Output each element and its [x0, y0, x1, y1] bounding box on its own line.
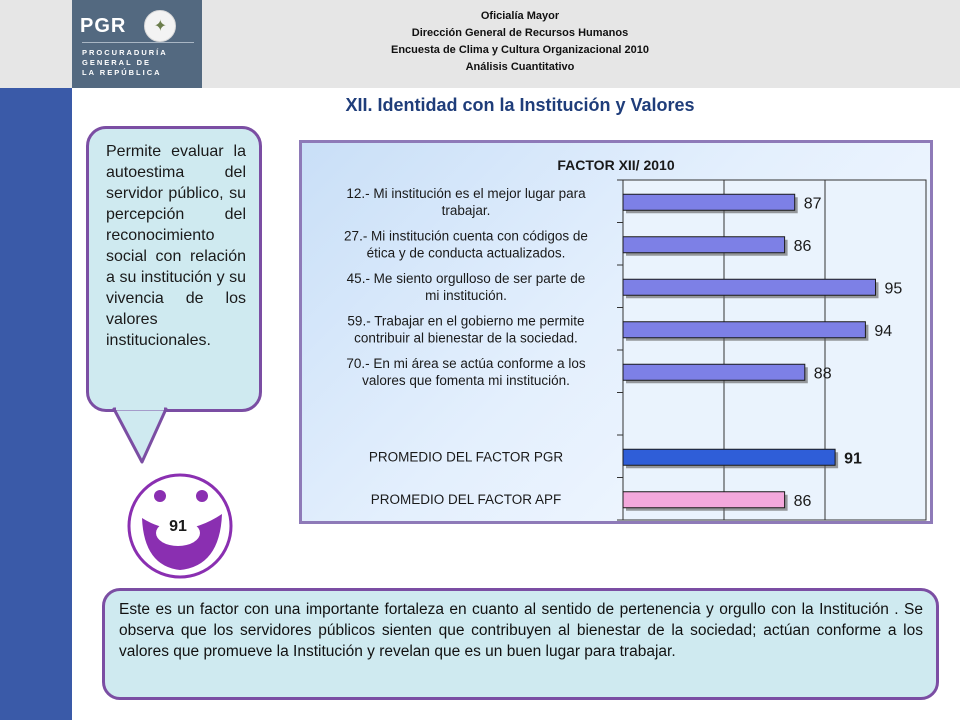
data-label: 91	[844, 450, 862, 468]
bar	[623, 364, 805, 380]
left-sidebar-band	[0, 88, 72, 720]
category-label: 45.- Me siento orgulloso de ser parte de	[346, 270, 586, 286]
factor-chart	[299, 140, 933, 524]
logo-line-1: PROCURADURÍA	[82, 48, 168, 57]
summary-box	[102, 588, 939, 700]
header-line-1: Oficialía Mayor	[480, 10, 560, 22]
header-line-4: Análisis Cuantitativo	[465, 61, 575, 73]
logo-abbr: PGR	[80, 14, 127, 37]
bar	[623, 322, 865, 338]
bar	[623, 237, 785, 253]
category-label: 70.- En mi área se actúa conforme a los	[346, 355, 586, 371]
data-label: 86	[793, 237, 812, 255]
plot-area	[623, 180, 926, 520]
data-label: 95	[884, 280, 903, 298]
seal-icon: ✦	[144, 10, 176, 42]
category-label: mi institución.	[425, 287, 507, 303]
smiley-value: 91	[169, 518, 187, 535]
logo-divider	[82, 42, 194, 43]
bubble-tail	[110, 406, 180, 466]
page-title: XII. Identidad con la Institución y Valores	[345, 95, 695, 115]
bar	[623, 194, 795, 210]
summary-text: Este es un factor con una importante fortaleza en cuanto al sentido de pertenencia y orgullo con la Institución . Se observa que los servidores públicos sienten que contribuyen al bienestar de la sociedad; actúan conforme a los valores que promueve la Institución y revelan que es un buen lugar para trabajar.	[119, 601, 923, 660]
header-line-3: Encuesta de Clima y Cultura Organizacional 2010	[391, 44, 649, 56]
bar	[623, 449, 835, 465]
category-label: PROMEDIO DEL FACTOR APF	[370, 491, 562, 507]
bar	[623, 279, 876, 295]
chart-title: FACTOR XII/ 2010	[557, 157, 675, 173]
bar-chart-svg	[302, 143, 930, 521]
category-label: 59.- Trabajar en el gobierno me permite	[347, 313, 585, 329]
data-label: 94	[874, 322, 893, 340]
category-label: 27.- Mi institución cuenta con códigos de	[344, 228, 588, 244]
category-label: contribuir al bienestar de la sociedad.	[354, 330, 578, 346]
smiley-right-eye	[196, 490, 208, 502]
category-label: valores que fomenta mi institución.	[362, 372, 570, 388]
logo-line-3: LA REPÚBLICA	[82, 68, 162, 77]
description-bubble	[86, 126, 262, 412]
pgr-logo	[72, 0, 202, 88]
header-text	[300, 8, 740, 76]
bar	[623, 492, 785, 508]
logo-line-2: GENERAL DE	[82, 58, 152, 67]
category-label: trabajar.	[441, 202, 491, 218]
description-text: Permite evaluar la autoestima del servidor público, su percepción del reconocimiento social con relación a su institución y su vivencia de los valores institucionales.	[106, 143, 246, 349]
data-label: 88	[813, 365, 832, 383]
smiley-left-eye	[154, 490, 166, 502]
header-line-2: Dirección General de Recursos Humanos	[411, 27, 629, 39]
data-label: 86	[793, 492, 812, 510]
category-label: ética y de conducta actualizados.	[366, 245, 566, 261]
data-label: 87	[803, 195, 822, 213]
category-label: PROMEDIO DEL FACTOR PGR	[368, 449, 564, 465]
category-label: 12.- Mi institución es el mejor lugar para	[346, 185, 586, 201]
